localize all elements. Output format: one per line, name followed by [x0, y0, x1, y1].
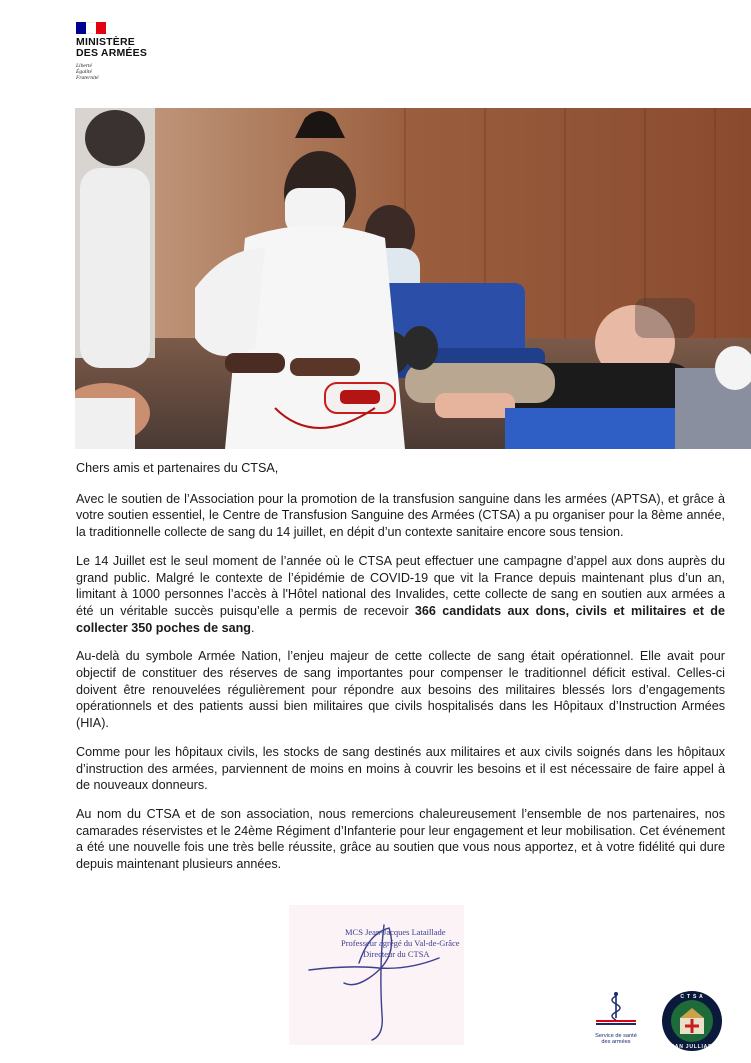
signatory-name: MCS Jean-Jacques Lataillade: [345, 927, 446, 937]
ministry-name-line2: DES ARMÉES: [76, 47, 148, 59]
letter-greeting: Chers amis et partenaires du CTSA,: [76, 461, 279, 475]
ctsa-ring-text: C T S A: [680, 994, 704, 1000]
ctsa-bottom-text: JEAN JULLIARD: [667, 1044, 717, 1050]
paragraph-4: Comme pour les hôpitaux civils, les stocks de sang destinés aux militaires et aux civils soignés dans les hôpitaux d’instruction des armées, parviennent de moins en moins à couvrir les besoins et il est nécessaire de faire appel à de nouveaux donneurs.: [76, 744, 725, 793]
letter-body: [76, 460, 725, 885]
paragraph-3: Au-delà du symbole Armée Nation, l’enjeu majeur de cette collecte de sang était opérationnel. Elle avait pour objectif de constituer des réserves de sang importantes pour compenser le traditionnel déficit estival. Celles-ci doivent être renouvelées régulièrement pour répondre aux besoins des militaires blessés lors d’engagements opérationnels et des patients aussi bien militaires que civils hospitalisés dans les Hôpitaux d’Instruction Armées (HIA).: [76, 649, 725, 731]
blood-donation-photo: [75, 108, 751, 449]
service-de-sante-des-armees-logo: [590, 990, 642, 1045]
caduceus-icon: [590, 990, 642, 1028]
ctsa-badge-icon: [661, 990, 723, 1052]
signature-block: [289, 905, 464, 1045]
motto-egalite: Égalité: [76, 69, 92, 76]
paragraph-5: Au nom du CTSA et de son association, nous remercions chaleureusement l’ensemble de nos partenaires, nos camarades réservistes et le 24ème Régiment d’Infanterie pour leur engagement et leur mobilisation. Cet événement a été une nouvelle fois une très belle réussite, grâce au soutien que vous nous apportez, et à votre fidélité qui dure depuis maintenant plusieurs années.: [76, 806, 725, 872]
handwritten-signature: [289, 905, 464, 1045]
paragraph-2-text: Le 14 Juillet est le seul moment de l’année où le CTSA peut effectuer une campagne d’appel aux dons auprès du grand public. Malgré le contexte de l’épidémie de COVID-19 que vit la France depuis maintenant plus d’un an, limitant à 1000 personnes l’accès à l'Hôtel national des Invalides, cette collecte de sang en soutien aux armées a été un véritable succès puisqu’elle a permis de recevoir: [76, 553, 725, 618]
paragraph-1: Avec le soutien de l’Association pour la promotion de la transfusion sanguine dans les armées (APTSA), et grâce à votre soutien essentiel, le Centre de Transfusion Sanguine des Armées (CTSA) a pu organiser pour la 8ème année, la traditionnelle collecte de sang du 14 juillet, en dépit d’un contexte sanitaire encore sous tension.: [76, 491, 725, 540]
motto-fraternite: Fraternité: [76, 75, 99, 82]
blood-donation-photo-illustration: [75, 108, 751, 449]
paragraph-2: [76, 553, 725, 637]
republic-motto: [76, 63, 176, 82]
ctsa-badge-logo: [661, 990, 723, 1052]
ministry-name-line1: MINISTÈRE: [76, 36, 135, 48]
ssa-label-line2: des armées: [601, 1039, 631, 1046]
ssa-label-line1: Service de santé: [595, 1033, 637, 1039]
paragraph-2-highlight: 366 candidats aux dons, civils et militaires et de collecter 350 poches de sang: [76, 603, 725, 635]
paragraph-2-end: .: [251, 620, 255, 635]
ministere-des-armees-logo: [76, 22, 176, 82]
french-flag-icon: [76, 22, 106, 34]
signatory-role: Directeur du CTSA: [363, 949, 430, 959]
motto-liberte: Liberté: [76, 63, 92, 69]
signatory-title: Professeur agrégé du Val-de-Grâce: [341, 938, 460, 948]
